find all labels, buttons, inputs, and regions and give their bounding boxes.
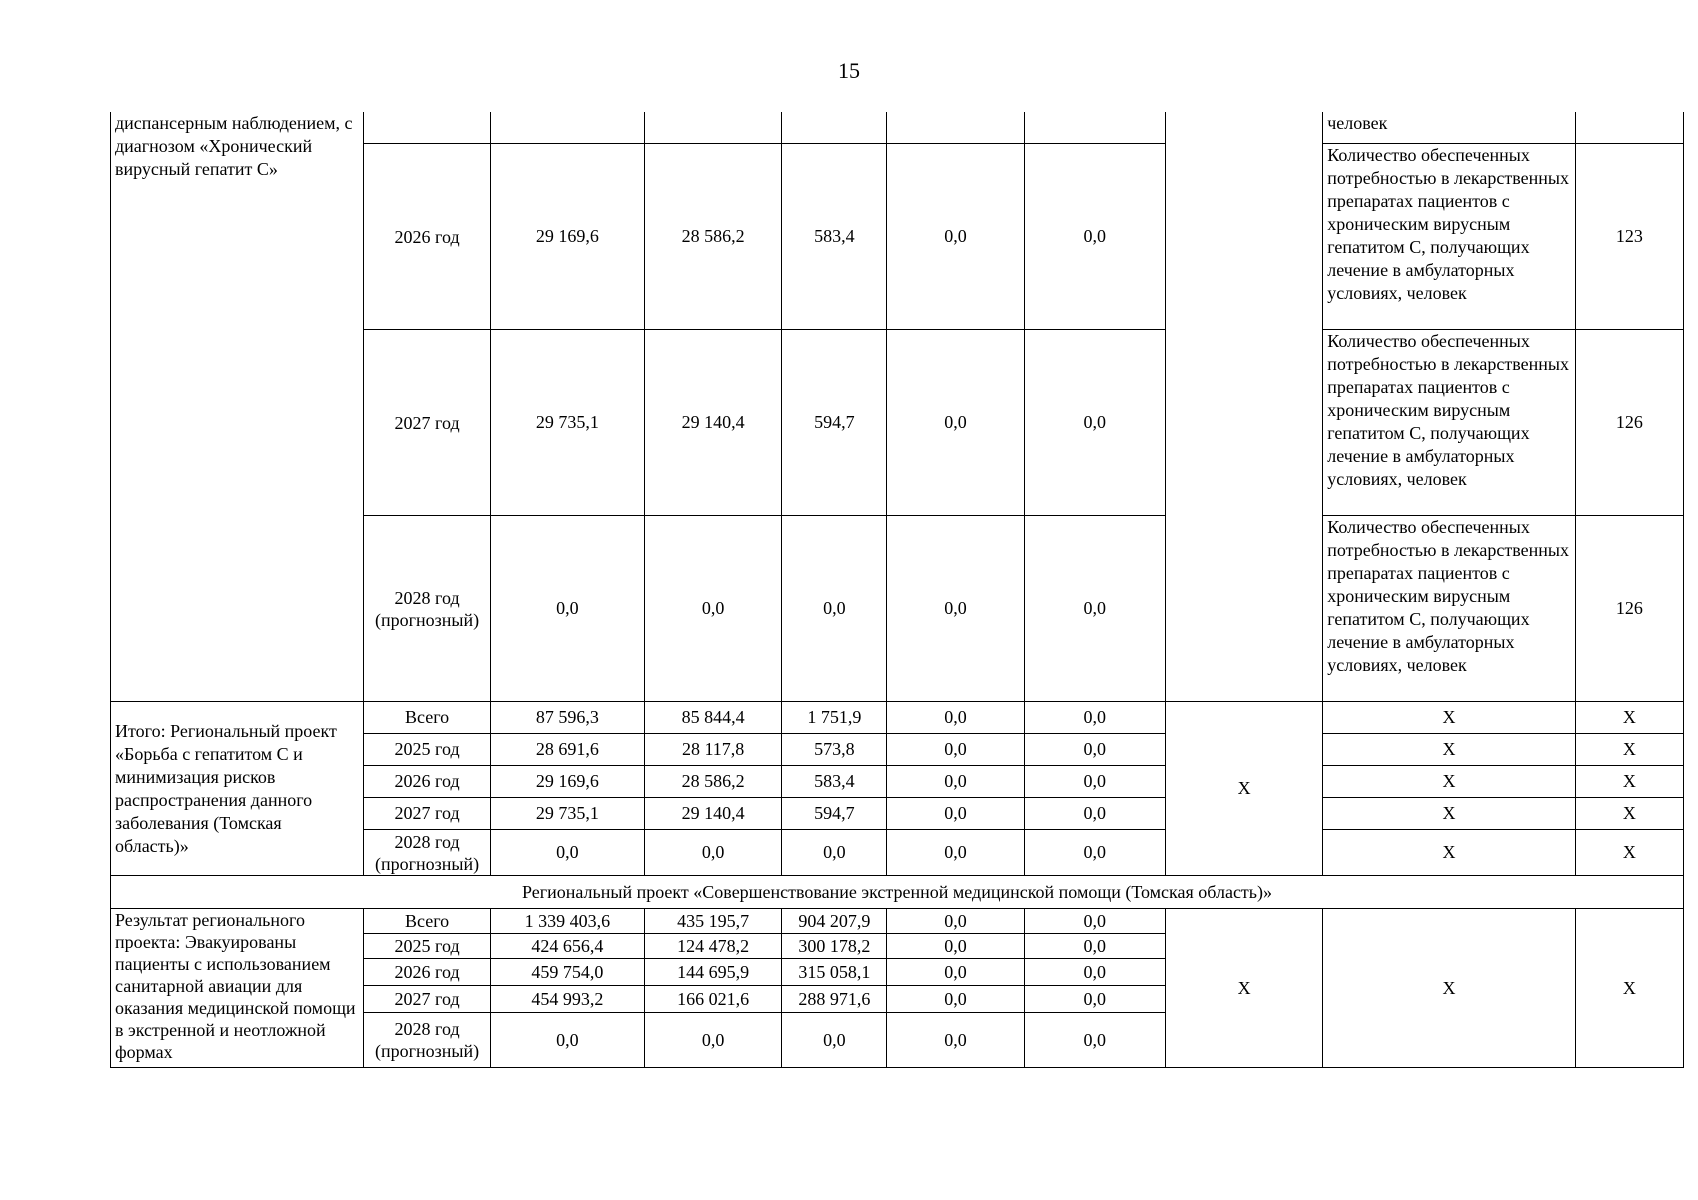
x-mark-cell: X [1575,909,1683,1068]
regional-cell: 594,7 [782,330,887,516]
regional-cell: 0,0 [782,1013,887,1068]
indicator-cell: человек [1323,112,1575,144]
other-cell: 0,0 [1024,144,1165,330]
other-cell: 0,0 [1024,516,1165,702]
municipal-cell: 0,0 [887,330,1024,516]
empty-cell [364,112,490,144]
municipal-cell: 0,0 [887,798,1024,830]
federal-cell: 435 195,7 [644,909,781,934]
federal-cell: 29 140,4 [644,330,781,516]
page-number: 15 [838,58,860,83]
municipal-cell: 0,0 [887,909,1024,934]
empty-cell [490,112,644,144]
total-cell: 28 691,6 [490,734,644,766]
other-cell: 0,0 [1024,702,1165,734]
indicator-x-cell: X [1323,702,1575,734]
year-label: 2028 год [394,831,460,852]
other-cell: 0,0 [1024,986,1165,1013]
municipal-cell: 0,0 [887,766,1024,798]
other-cell: 0,0 [1024,909,1165,934]
regional-cell: 288 971,6 [782,986,887,1013]
federal-cell: 0,0 [644,1013,781,1068]
value-cell: 126 [1575,516,1683,702]
year-cell [364,830,490,876]
municipal-cell: 0,0 [887,830,1024,876]
total-cell: 0,0 [490,516,644,702]
federal-cell: 144 695,9 [644,959,781,986]
regional-cell: 594,7 [782,798,887,830]
x-mark-cell: X [1165,702,1322,876]
year-cell: 2025 год [364,734,490,766]
indicator-cell: Количество обеспеченных потребностью в лекарственных препаратах пациентов с хроническим вирусным гепатитом С, получающих лечение в амбулаторных условиях, человек [1323,330,1575,516]
federal-cell: 124 478,2 [644,934,781,959]
municipal-cell: 0,0 [887,959,1024,986]
section-heading: Региональный проект «Совершенствование экстренной медицинской помощи (Томская область)» [111,876,1684,909]
other-cell: 0,0 [1024,798,1165,830]
year-cell: 2027 год [364,986,490,1013]
total-cell: 1 339 403,6 [490,909,644,934]
total-cell: 29 735,1 [490,798,644,830]
year-label: 2028 год [394,587,460,608]
empty-merged-cell [1165,112,1322,702]
total-cell: 424 656,4 [490,934,644,959]
year-cell: 2026 год [364,766,490,798]
empty-cell [644,112,781,144]
regional-cell: 1 751,9 [782,702,887,734]
empty-cell [782,112,887,144]
year-cell: 2025 год [364,934,490,959]
value-cell: 126 [1575,330,1683,516]
municipal-cell: 0,0 [887,702,1024,734]
total-cell: 0,0 [490,1013,644,1068]
federal-cell: 166 021,6 [644,986,781,1013]
year-cell [364,516,490,702]
total-cell: 29 169,6 [490,144,644,330]
total-cell: 29 169,6 [490,766,644,798]
other-cell: 0,0 [1024,734,1165,766]
municipal-cell: 0,0 [887,986,1024,1013]
federal-cell: 28 117,8 [644,734,781,766]
regional-cell: 583,4 [782,766,887,798]
regional-cell: 573,8 [782,734,887,766]
total-cell: 87 596,3 [490,702,644,734]
year-sub-label: (прогнозный) [375,1041,480,1061]
table-row [111,112,1684,144]
year-cell: Всего [364,909,490,934]
year-cell: 2026 год [364,144,490,330]
other-cell: 0,0 [1024,934,1165,959]
x-mark-cell: X [1165,909,1322,1068]
federal-cell: 0,0 [644,516,781,702]
value-x-cell: X [1575,734,1683,766]
municipal-cell: 0,0 [887,734,1024,766]
municipal-cell: 0,0 [887,516,1024,702]
total-cell: 0,0 [490,830,644,876]
empty-cell [1024,112,1165,144]
value-x-cell: X [1575,798,1683,830]
other-cell: 0,0 [1024,830,1165,876]
year-cell: Всего [364,702,490,734]
year-cell [364,1013,490,1068]
x-mark-cell: X [1323,909,1575,1068]
municipal-cell: 0,0 [887,934,1024,959]
total-name-cell: Итого: Региональный проект «Борьба с гепатитом С и минимизация рисков распространения данного заболевания (Томская область)» [111,702,364,876]
value-cell: 123 [1575,144,1683,330]
year-sub-label: (прогнозный) [375,609,480,630]
municipal-cell: 0,0 [887,1013,1024,1068]
year-cell: 2026 год [364,959,490,986]
regional-cell: 315 058,1 [782,959,887,986]
municipal-cell: 0,0 [887,144,1024,330]
total-cell: 454 993,2 [490,986,644,1013]
other-cell: 0,0 [1024,1013,1165,1068]
federal-cell: 85 844,4 [644,702,781,734]
result-name-cell: диспансерным наблюдением, с диагнозом «Хронический вирусный гепатит С» [111,112,364,702]
value-x-cell: X [1575,766,1683,798]
value-x-cell: X [1575,702,1683,734]
regional-cell: 583,4 [782,144,887,330]
regional-cell: 0,0 [782,830,887,876]
total-cell: 29 735,1 [490,330,644,516]
regional-cell: 904 207,9 [782,909,887,934]
other-cell: 0,0 [1024,330,1165,516]
indicator-x-cell: X [1323,798,1575,830]
federal-cell: 29 140,4 [644,798,781,830]
year-cell: 2027 год [364,798,490,830]
table-row [111,876,1684,909]
budget-table [110,112,1684,1068]
indicator-x-cell: X [1323,766,1575,798]
year-label: 2028 год [394,1019,460,1039]
federal-cell: 0,0 [644,830,781,876]
total-cell: 459 754,0 [490,959,644,986]
regional-cell: 300 178,2 [782,934,887,959]
value-x-cell: X [1575,830,1683,876]
indicator-cell: Количество обеспеченных потребностью в лекарственных препаратах пациентов с хроническим вирусным гепатитом С, получающих лечение в амбулаторных условиях, человек [1323,144,1575,330]
other-cell: 0,0 [1024,959,1165,986]
other-cell: 0,0 [1024,766,1165,798]
year-sub-label: (прогнозный) [375,853,480,874]
empty-cell [887,112,1024,144]
federal-cell: 28 586,2 [644,766,781,798]
year-cell: 2027 год [364,330,490,516]
table-row [111,909,1684,934]
table-row [111,702,1684,734]
regional-cell: 0,0 [782,516,887,702]
indicator-x-cell: X [1323,830,1575,876]
result-name-cell: Результат регионального проекта: Эвакуированы пациенты с использованием санитарной авиации для оказания медицинской помощи в экстренной и неотложной формах [111,909,364,1068]
indicator-cell: Количество обеспеченных потребностью в лекарственных препаратах пациентов с хроническим вирусным гепатитом С, получающих лечение в амбулаторных условиях, человек [1323,516,1575,702]
value-cell [1575,112,1683,144]
indicator-x-cell: X [1323,734,1575,766]
federal-cell: 28 586,2 [644,144,781,330]
